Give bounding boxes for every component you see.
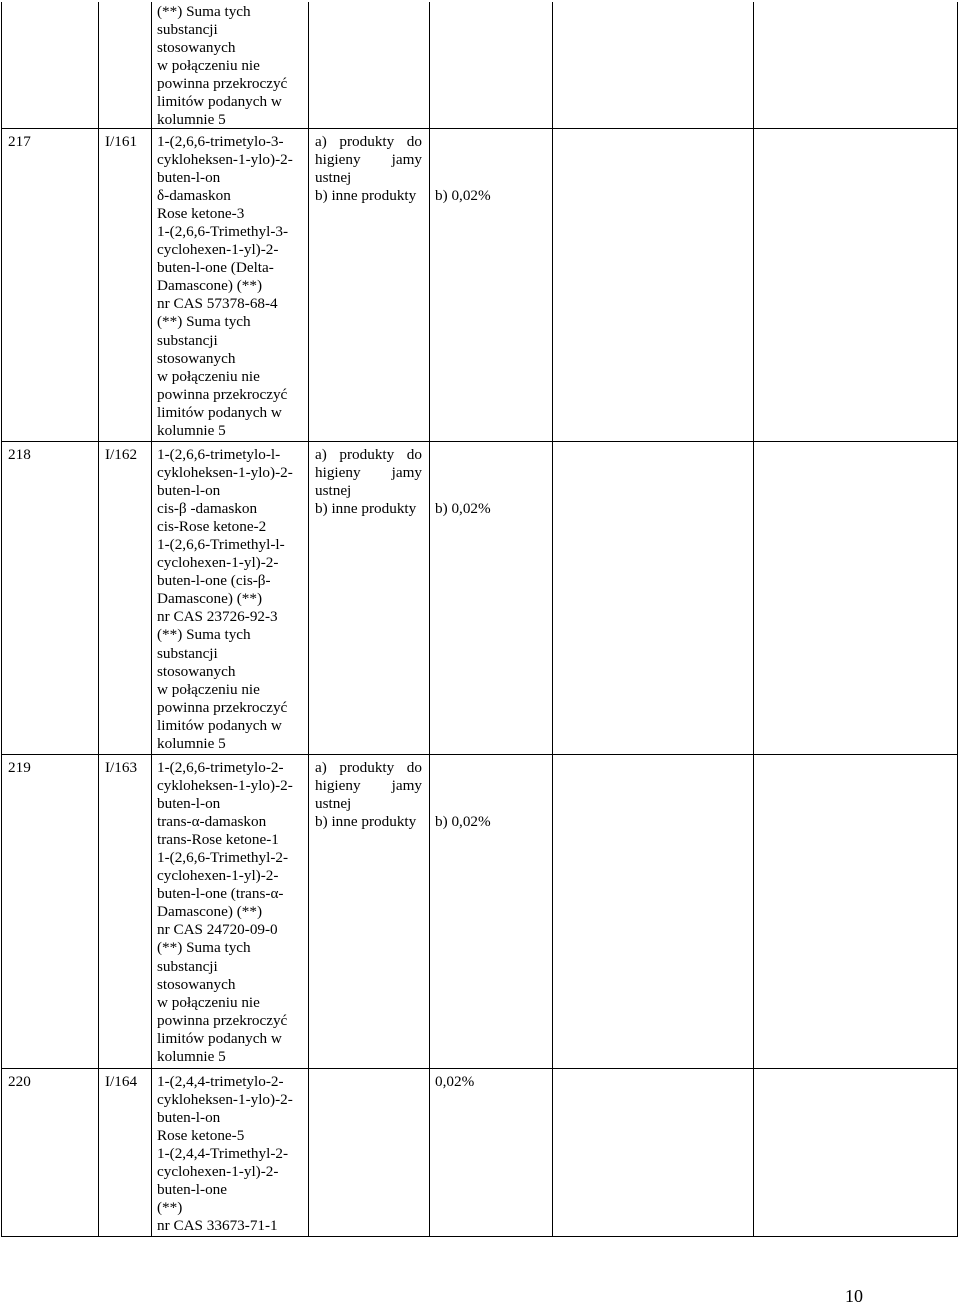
- text-line: nr CAS 33673-71-1: [157, 1217, 278, 1235]
- text-line: (**): [157, 1199, 183, 1217]
- substance-description: [157, 446, 293, 753]
- text-line: substancji: [157, 957, 218, 975]
- text-line: trans-α-damaskon: [157, 813, 267, 831]
- text-line: trans-Rose ketone-1: [157, 831, 279, 849]
- column-divider: [151, 2, 152, 1237]
- text-line: kolumnie 5: [157, 1047, 226, 1065]
- text-line: powinna przekroczyć: [157, 75, 288, 93]
- text-line: a) produkty do: [315, 133, 422, 150]
- text-line: Damascone) (**): [157, 590, 262, 608]
- substance-description: [157, 133, 293, 440]
- text-line: cis-β -damaskon: [157, 500, 258, 518]
- text-line: 1-(2,4,4-Trimethyl-2-: [157, 1145, 289, 1163]
- text-line: nr CAS 23726-92-3: [157, 608, 278, 626]
- text-line: Rose ketone-5: [157, 1127, 245, 1145]
- text-line: kolumnie 5: [157, 111, 226, 129]
- text-line: stosowanych: [157, 39, 236, 57]
- row-number: 219: [8, 759, 31, 776]
- text-line: buten-l-on: [157, 1109, 221, 1127]
- text-line: w połączeniu nie: [157, 57, 260, 75]
- text-line: powinna przekroczyć: [157, 385, 288, 403]
- text-line: (**) Suma tych: [157, 313, 251, 331]
- text-line: ustnej: [315, 482, 352, 500]
- column-divider: [98, 2, 99, 1237]
- text-line: b) inne produkty: [315, 500, 417, 518]
- text-line: kolumnie 5: [157, 734, 226, 752]
- text-line: buten-l-one (Delta-: [157, 259, 274, 277]
- text-line: cykloheksen-1-ylo)-2-: [157, 777, 293, 795]
- text-line: w połączeniu nie: [157, 993, 260, 1011]
- text-line: cis-Rose ketone-2: [157, 518, 267, 536]
- text-line: a) produkty do: [315, 759, 422, 776]
- product-types: [315, 446, 422, 518]
- text-line: 1-(2,4,4-trimetylo-2-: [157, 1073, 284, 1090]
- product-types: [315, 759, 422, 831]
- text-line: cyclohexen-1-yl)-2-: [157, 1163, 279, 1181]
- row-number: 218: [8, 446, 31, 463]
- text-line: buten-l-one (trans-α-: [157, 885, 284, 903]
- column-divider: [308, 2, 309, 1237]
- text-line: cykloheksen-1-ylo)-2-: [157, 1091, 293, 1109]
- text-line: higieny jamy: [315, 151, 422, 169]
- text-line: substancji: [157, 644, 218, 662]
- table-border-right: [957, 2, 958, 1237]
- text-line: buten-l-one: [157, 1181, 228, 1199]
- row-reference: I/161: [105, 133, 138, 150]
- column-divider: [552, 2, 553, 1237]
- limit-value: b) 0,02%: [435, 187, 491, 204]
- row-divider: [1, 128, 958, 129]
- table-border-left: [1, 2, 2, 1237]
- substance-description: [157, 759, 293, 1066]
- text-line: cyclohexen-1-yl)-2-: [157, 241, 279, 259]
- text-line: substancji: [157, 21, 218, 39]
- text-line: buten-l-on: [157, 169, 221, 187]
- text-line: 1-(2,6,6-Trimethyl-l-: [157, 536, 285, 554]
- text-line: nr CAS 57378-68-4: [157, 295, 278, 313]
- text-line: buten-l-on: [157, 482, 221, 500]
- text-line: higieny jamy: [315, 464, 422, 482]
- column-divider: [429, 2, 430, 1237]
- text-line: w połączeniu nie: [157, 367, 260, 385]
- text-line: 1-(2,6,6-trimetylo-2-: [157, 759, 284, 776]
- text-line: buten-l-one (cis-β-: [157, 572, 271, 590]
- text-line: nr CAS 24720-09-0: [157, 921, 278, 939]
- text-line: 1-(2,6,6-Trimethyl-3-: [157, 223, 289, 241]
- text-line: kolumnie 5: [157, 421, 226, 439]
- text-line: cyclohexen-1-yl)-2-: [157, 554, 279, 572]
- limit-value: b) 0,02%: [435, 813, 491, 830]
- text-line: limitów podanych w: [157, 716, 282, 734]
- text-line: 1-(2,6,6-trimetylo-l-: [157, 446, 281, 463]
- text-line: 1-(2,6,6-Trimethyl-2-: [157, 849, 289, 867]
- row-divider: [1, 754, 958, 755]
- text-line: limitów podanych w: [157, 1029, 282, 1047]
- text-line: cykloheksen-1-ylo)-2-: [157, 151, 293, 169]
- text-line: b) inne produkty: [315, 187, 417, 205]
- text-line: ustnej: [315, 795, 352, 813]
- text-line: (**) Suma tych: [157, 3, 251, 20]
- text-line: powinna przekroczyć: [157, 698, 288, 716]
- row-divider: [1, 441, 958, 442]
- text-line: limitów podanych w: [157, 403, 282, 421]
- limit-value: 0,02%: [435, 1073, 475, 1090]
- text-line: δ-damaskon: [157, 187, 231, 205]
- text-line: stosowanych: [157, 975, 236, 993]
- substance-description: [157, 1073, 293, 1235]
- continued-note: [157, 3, 287, 129]
- text-line: substancji: [157, 331, 218, 349]
- text-line: limitów podanych w: [157, 93, 282, 111]
- page-number: 10: [845, 1286, 863, 1306]
- text-line: (**) Suma tych: [157, 626, 251, 644]
- column-divider: [753, 2, 754, 1237]
- product-types: [315, 133, 422, 205]
- text-line: stosowanych: [157, 349, 236, 367]
- table-border-bottom: [1, 1236, 958, 1237]
- text-line: w połączeniu nie: [157, 680, 260, 698]
- text-line: ustnej: [315, 169, 352, 187]
- text-line: Damascone) (**): [157, 277, 262, 295]
- row-number: 217: [8, 133, 31, 150]
- text-line: Damascone) (**): [157, 903, 262, 921]
- text-line: buten-l-on: [157, 795, 221, 813]
- text-line: a) produkty do: [315, 446, 422, 463]
- row-divider: [1, 1068, 958, 1069]
- text-line: cyclohexen-1-yl)-2-: [157, 867, 279, 885]
- text-line: 1-(2,6,6-trimetylo-3-: [157, 133, 284, 150]
- text-line: cykloheksen-1-ylo)-2-: [157, 464, 293, 482]
- text-line: b) inne produkty: [315, 813, 417, 831]
- text-line: higieny jamy: [315, 777, 422, 795]
- row-reference: I/162: [105, 446, 138, 463]
- text-line: stosowanych: [157, 662, 236, 680]
- row-reference: I/164: [105, 1073, 138, 1090]
- row-number: 220: [8, 1073, 31, 1090]
- row-reference: I/163: [105, 759, 138, 776]
- limit-value: b) 0,02%: [435, 500, 491, 517]
- text-line: (**) Suma tych: [157, 939, 251, 957]
- text-line: powinna przekroczyć: [157, 1011, 288, 1029]
- text-line: Rose ketone-3: [157, 205, 245, 223]
